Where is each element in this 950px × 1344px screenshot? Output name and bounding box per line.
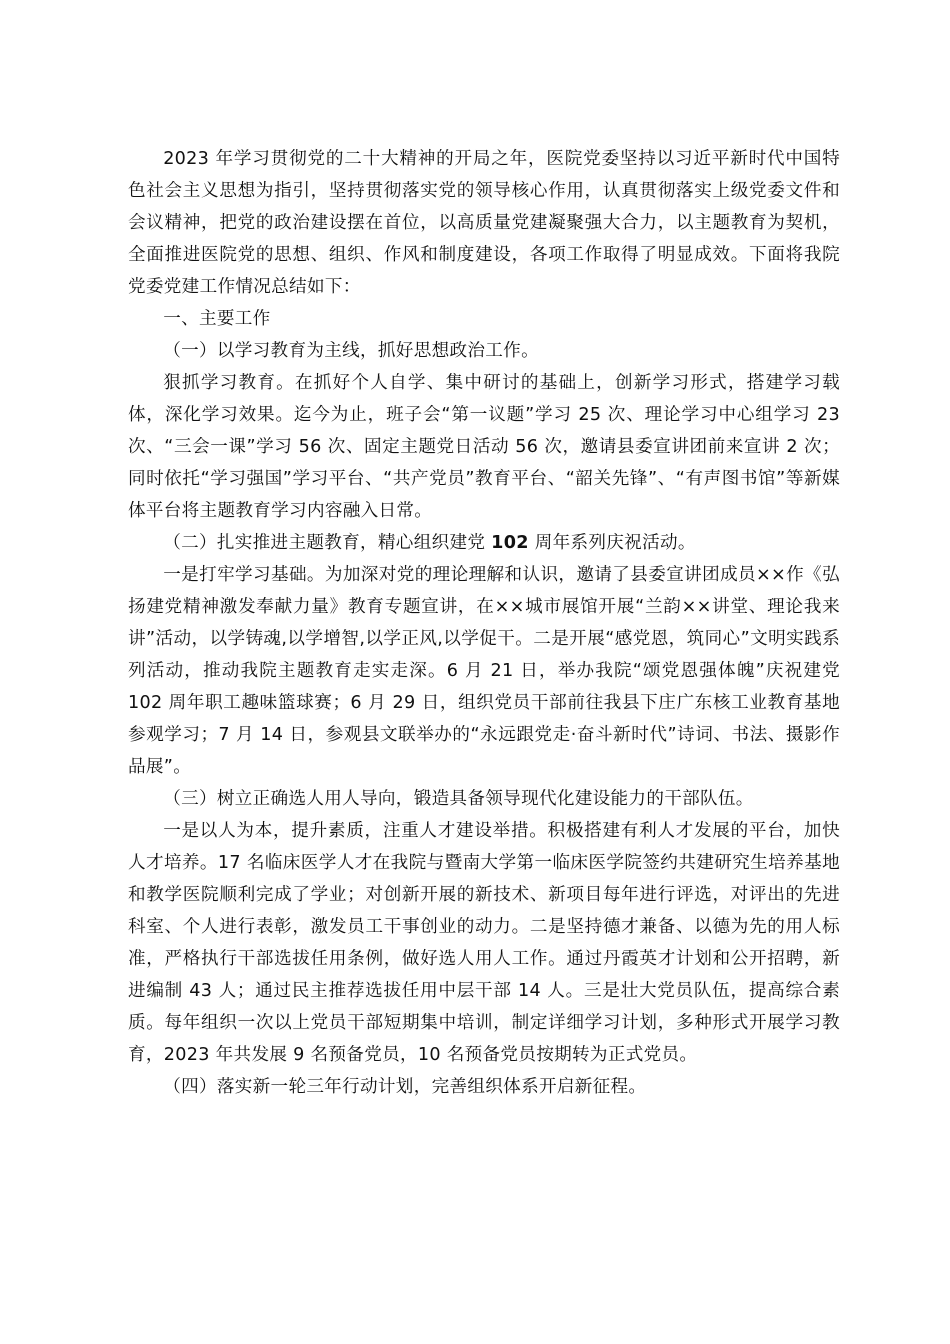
subsection-heading-2-part-a: （二）扎实推进主题教育，精心组织建党 [163, 533, 492, 553]
subsection-heading-3: （三）树立正确选人用人导向，锻造具备领导现代化建设能力的干部队伍。 [163, 789, 754, 809]
subsection-heading-2 [128, 527, 840, 559]
section-heading-main-work: 一、主要工作 [163, 309, 271, 329]
subsection-heading-1: （一）以学习教育为主线，抓好思想政治工作。 [163, 341, 539, 361]
subsection-heading-4: （四）落实新一轮三年行动计划，完善组织体系开启新征程。 [163, 1077, 647, 1097]
anniversary-number: 102 [491, 533, 529, 553]
subsection-body-2: 一是打牢学习基础。为加深对党的理论理解和认识，邀请了县委宣讲团成员××作《弘扬建党精神激发奉献力量》教育专题宣讲，在××城市展馆开展“兰韵××讲堂、理论我来讲”活动，以学铸魂,以学增智,以学正风,以学促干。二是开展“感党恩，筑同心”文明实践系列活动，推动我院主题教育走实走深。6 月 21 日，举办我院“颂党恩强体魄”庆祝建党 102 周年职工趣味篮球赛；6 月 29 日，组织党员干部前往我县下庄广东核工业教育基地参观学习；7 月 14 日，参观县文联举办的“永远跟党走·奋斗新时代”诗词、书法、摄影作品展”。 [128, 565, 840, 777]
subsection-body-1: 狠抓学习教育。在抓好个人自学、集中研讨的基础上，创新学习形式，搭建学习载体，深化学习效果。迄今为止，班子会“第一议题”学习 25 次、理论学习中心组学习 23 次、“三会一课”学习 56 次、固定主题党日活动 56 次，邀请县委宣讲团前来宣讲 2 次；同时依托“学习强国”学习平台、“共产党员”教育平台、“韶关先锋”、“有声图书馆”等新媒体平台将主题教育学习内容融入日常。 [128, 373, 840, 521]
subsection-body-3: 一是以人为本，提升素质，注重人才建设举措。积极搭建有利人才发展的平台，加快人才培养。17 名临床医学人才在我院与暨南大学第一临床医学院签约共建研究生培养基地和教学医院顺利完成了学业；对创新开展的新技术、新项目每年进行评选，对评出的先进科室、个人进行表彰，激发员工干事创业的动力。二是坚持德才兼备、以德为先的用人标准，严格执行干部选拔任用条例，做好选人用人工作。通过丹霞英才计划和公开招聘，新进编制 43 人；通过民主推荐选拔任用中层干部 14 人。三是壮大党员队伍，提高综合素质。每年组织一次以上党员干部短期集中培训，制定详细学习计划，多种形式开展学习教育，2023 年共发展 9 名预备党员，10 名预备党员按期转为正式党员。 [128, 821, 840, 1065]
subsection-heading-2-part-b: 周年系列庆祝活动。 [528, 533, 696, 553]
intro-paragraph: 2023 年学习贯彻党的二十大精神的开局之年，医院党委坚持以习近平新时代中国特色社会主义思想为指引，坚持贯彻落实党的领导核心作用，认真贯彻落实上级党委文件和会议精神，把党的政治建设摆在首位，以高质量党建凝聚强大合力，以主题教育为契机，全面推进医院党的思想、组织、作风和制度建设，各项工作取得了明显成效。下面将我院党委党建工作情况总结如下： [128, 149, 840, 297]
document-page [128, 143, 840, 1103]
